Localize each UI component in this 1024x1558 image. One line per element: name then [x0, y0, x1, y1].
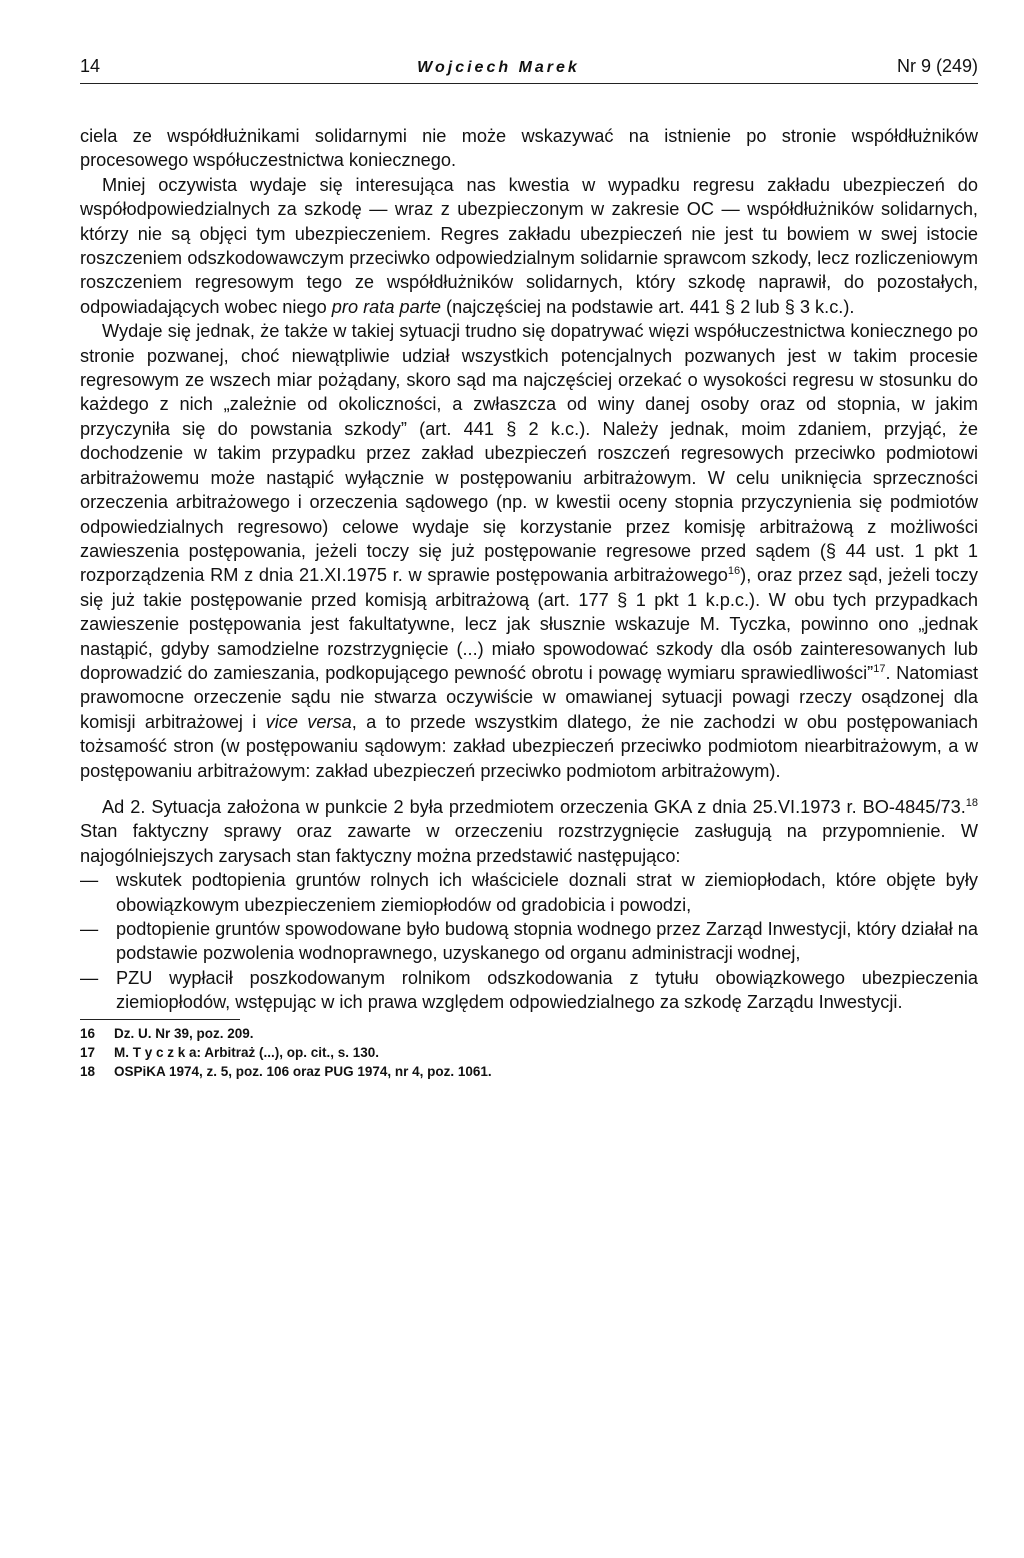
paragraph-3-cont: ), oraz przez sąd, jeżeli toczy się już takie postępowanie przed komisją arbitrażową (art. 177 § 1 pkt 1 k.p.c.). W obu tych przypadkach zawieszenie postępowania jest fakultatywne, lecz jak słusznie wskazuje M. Tyczka, powinno ono „jednak nastąpić, gdyby samodzielne rozstrzygnięcie (...) miało spowodować szkody dla osób zainteresowanych lub doprowadzić do zamieszania, podkopującego pewność obrotu i powagę wymiaru sprawiedliwości” — [80, 565, 978, 683]
paragraph-2 — [80, 173, 978, 319]
footnote-text: Dz. U. Nr 39, poz. 209. — [114, 1025, 254, 1041]
list-item-text: wskutek podtopienia gruntów rolnych ich właściciele doznali strat w ziemiopłodach, które objęte były obowiązkowym ubezpieczeniem ziemiopłodów od gradobicia i powodzi, — [116, 870, 978, 915]
footnote-18 — [80, 1062, 978, 1081]
footnote-number: 17 — [80, 1044, 96, 1060]
paragraph-4 — [80, 795, 978, 868]
list-item — [80, 917, 978, 966]
list-dash: — — [80, 919, 99, 939]
fact-list — [80, 868, 978, 1014]
list-item — [80, 868, 978, 917]
paragraph-3-text: Wydaje się jednak, że także w takiej sytuacji trudno się dopatrywać więzi współuczestnictwa koniecznego po stronie pozwanej, choć niewątpliwie udział wszystkich potencjalnych pozwanych jest w takim procesie regresowym ze wszech miar pożądany, skoro sąd ma najczęściej orzekać o wysokości regresu w stosunku do każdego z nich „zależnie od okoliczności, a zwłaszcza od winy danej osoby oraz od stopnia, w jakim przyczyniła się do powstania szkody” (art. 441 § 2 k.c.). Należy jednak, moim zdaniem, przyjąć, że dochodzenie w takim przypadku przez zakład ubezpieczeń roszczeń regresowych przeciwko podmiotowi arbitrażowemu może nastąpić wyłącznie w postępowaniu arbitrażowym. W celu uniknięcia sprzeczności orzeczenia arbitrażowego i orzeczenia sądowego (np. w kwestii oceny stopnia przyczynienia się podmiotów odpowiedzialnych regresowo) celowe wydaje się korzystanie przez komisję arbitrażową z możliwości zawieszenia postępowania, jeżeli toczy się już postępowanie regresowe przed sądem (§ 44 ust. 1 pkt 1 rozporządzenia RM z dnia 21.XI.1975 r. w sprawie postępowania arbitrażowego — [80, 321, 978, 586]
page — [80, 56, 978, 1081]
paragraph-3-end: , a to przede wszystkim dlatego, że nie zachodzi w obu postępowaniach tożsamość stron (w postępowaniu sądowym: zakład ubezpieczeń przeciwko podmiotom niearbitrażowym, a w postępowaniu arbitrażowym: zakład ubezpieczeń przeciwko podmiotom arbitrażowym). — [80, 711, 978, 781]
footnote-text: M. T y c z k a: Arbitraż (...), op. cit., s. 130. — [114, 1044, 380, 1060]
list-item-text: podtopienie gruntów spowodowane było budową stopnia wodnego przez Zarząd Inwestycji, który działał na podstawie pozwolenia wodnoprawnego, uzyskanego od organu administracji wodnej, — [116, 919, 978, 964]
page-number: 14 — [80, 56, 101, 76]
paragraph-1: ciela ze współdłużnikami solidarnymi nie może wskazywać na istnienie po stronie współdłużników procesowego współuczestnictwa koniecznego. — [80, 126, 978, 171]
paragraph-2-end: (najczęściej na podstawie art. 441 § 2 lub § 3 k.c.). — [446, 296, 855, 317]
paragraph-4-text: Ad 2. Sytuacja założona w punkcie 2 była przedmiotem orzeczenia GKA z dnia 25.VI.1973 r. BO-4845/73. — [102, 796, 966, 817]
list-item-text: PZU wypłacił poszkodowanym rolnikom odszkodowania z tytułu obowiązkowego ubezpieczenia ziemiopłodów, wstępując w ich prawa względem odpowiedzialnego za szkodę Zarządu Inwestycji. — [116, 967, 978, 1013]
footnote-number: 18 — [80, 1063, 96, 1079]
footnote-16 — [80, 1024, 978, 1043]
footnote-number: 16 — [80, 1025, 96, 1041]
footnote-ref-18[interactable]: 18 — [965, 796, 978, 809]
footnote-ref-16[interactable]: 16 — [727, 565, 741, 578]
footnote-divider — [80, 1019, 240, 1020]
footnote-17 — [80, 1043, 978, 1062]
vice-versa-phrase: vice versa — [265, 711, 352, 732]
list-item — [80, 966, 978, 1015]
footnote-ref-17[interactable]: 17 — [873, 662, 886, 675]
footnotes — [80, 1024, 978, 1081]
paragraph-3 — [80, 319, 978, 783]
paragraph-2-text: Mniej oczywista wydaje się interesująca nas kwestia w wypadku regresu zakładu ubezpieczeń do współodpowiedzialnych za szkodę — wraz z ubezpieczonym w zakresie OC — współdłużników solidarnych, którzy nie są objęci tym ubezpieczeniem. Regres zakładu ubezpieczeń nie jest tu bowiem w swej istocie roszczeniem odszkodowawczym przeciwko odpowiedzialnym solidarnie sprawcom szkody, lecz rozliczeniowym roszczeniem regresowym tego ze współdłużników solidarnych, który szkodę naprawił, do pozostałych, odpowiadających wobec niego — [80, 174, 978, 317]
issue-number: Nr 9 (249) — [896, 56, 978, 76]
body-text — [80, 124, 978, 1015]
running-head — [80, 56, 978, 84]
list-dash: — — [80, 967, 99, 988]
author-name: Wojciech Marek — [417, 59, 580, 76]
list-dash: — — [80, 870, 99, 891]
paragraph-3-cont2: . Natomiast prawomocne orzeczenie sądu nie stwarza oczywiście w omawianej sytuacji powagi rzeczy osądzonej dla komisji arbitrażowej i — [80, 662, 978, 732]
pro-rata-phrase: pro rata parte — [331, 296, 441, 317]
paragraph-4-cont: Stan faktyczny sprawy oraz zawarte w orzeczeniu rozstrzygnięcie zasługują na przypomnienie. W najogólniejszych zarysach stan faktyczny można przedstawić następująco: — [80, 821, 978, 866]
footnote-text: OSPiKA 1974, z. 5, poz. 106 oraz PUG 1974, nr 4, poz. 1061. — [114, 1063, 492, 1079]
